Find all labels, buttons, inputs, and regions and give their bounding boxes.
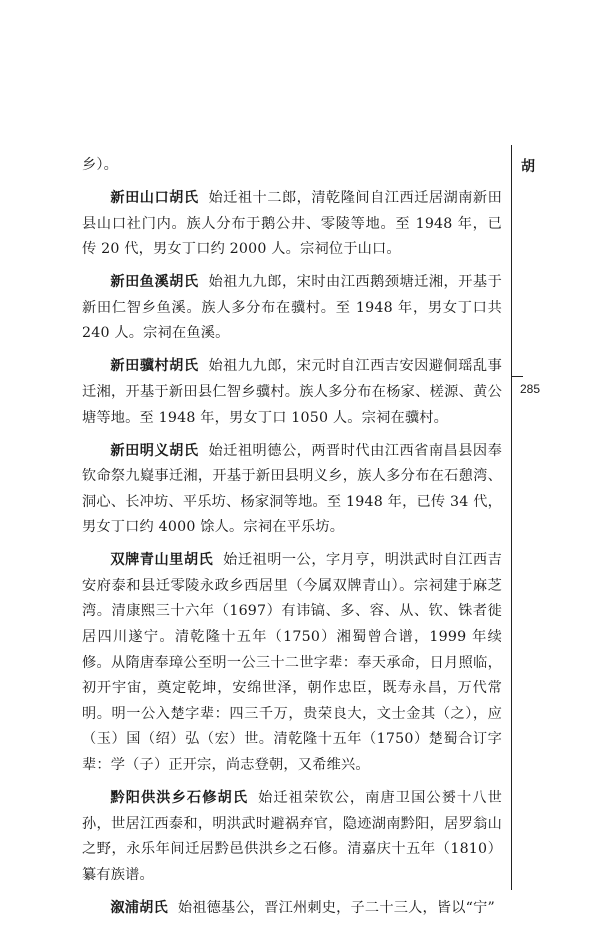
- clan-entry: [82, 354, 502, 431]
- clan-entry-heading: 黔阳供洪乡石修胡氏: [110, 790, 249, 806]
- clan-entry-heading: 溆浦胡氏: [110, 899, 168, 916]
- clan-entry: [82, 270, 502, 347]
- clan-entry-heading: 新田鱼溪胡氏: [110, 274, 199, 291]
- clan-entry-body: 始迁祖明德公，两晋时代由江西省南昌县因奉钦命祭九嶷事迁湘，开基于新田县明义乡，族人多分布在石憩湾、洞心、长冲坊、平乐坊、杨家洞等地。至 1948 年，已传 34 代，男女丁口约 4000 馀人。宗祠在平乐坊。: [82, 442, 502, 536]
- page-number: 285: [520, 382, 541, 396]
- clan-entry-heading: 新田明义胡氏: [110, 442, 199, 459]
- page-number-tick: [511, 376, 523, 377]
- side-index-label: 胡: [521, 159, 535, 175]
- clan-entry-body: 始祖九九郎，宋元时自江西吉安因避侗瑶乱事迁湘，开基于新田县仁智乡骥村。族人多分布在杨家、槎源、黄公塘等地。至 1948 年，男女丁口 1050 人。宗祠在骥村。: [82, 358, 502, 426]
- clan-entry-body: 始迁祖荣钦公，南唐卫国公赟十八世孙，世居江西泰和，明洪武时避祸弃官，隐迹湖南黔阳，居罗翁山之野，永乐年间迁居黔邑供洪乡之石修。清嘉庆十五年（1810）纂有族谱。: [82, 790, 502, 883]
- clan-entry-body: 始迁祖明一公，字月亨，明洪武时自江西吉安府泰和县迁零陵永政乡西居里（今属双牌青山）。宗祠建于麻芝湾。清康熙三十六年（1697）有讳镐、多、容、从、钦、铢者徙居四川遂宁。清乾隆十五年（1750）湘蜀曾合谱，1999 年续修。从隋唐奉璋公至明一公三十二世字辈：奉天承命，日月照临，初开宇宙，奠定乾坤，安绵世泽，朝作忠臣，既寿永昌，万代常明。明一公入楚字辈：四三千万，贵荣良大，文士金其（之），应（玉）国（绍）弘（宏）世。清乾隆十五年（1750）楚蜀合订字辈：学（子）正开宗，尚志登朝，又希维兴。: [82, 552, 502, 774]
- body-text: [82, 153, 502, 929]
- clan-entry-body: 始祖德基公，晋江州刺史，子二十三人，皆以“宁”: [177, 899, 495, 916]
- clan-entry: [82, 153, 502, 179]
- clan-entry: [82, 786, 502, 888]
- clan-entry-heading: 新田骥村胡氏: [110, 358, 199, 375]
- clan-entry-heading: 新田山口胡氏: [110, 189, 199, 206]
- clan-entry: [82, 439, 502, 541]
- clan-entry: [82, 548, 502, 778]
- clan-entry: [82, 186, 502, 263]
- clan-entry-body: 始迁祖十二郎，清乾隆间自江西迁居湖南新田县山口社门内。族人分布于鹅公井、零陵等地。至 1948 年，已传 20 代，男女丁口约 2000 人。宗祠位于山口。: [82, 189, 502, 258]
- margin-rule: [511, 145, 512, 890]
- clan-entry-body: 乡）。: [82, 157, 119, 173]
- clan-entry-body: 始祖九九郎，宋时由江西鹅颈塘迁湘，开基于新田仁智乡鱼溪。族人多分布在骥村。至 1948 年，男女丁口共 240 人。宗祠在鱼溪。: [82, 274, 502, 342]
- clan-entry-heading: 双牌青山里胡氏: [110, 552, 214, 569]
